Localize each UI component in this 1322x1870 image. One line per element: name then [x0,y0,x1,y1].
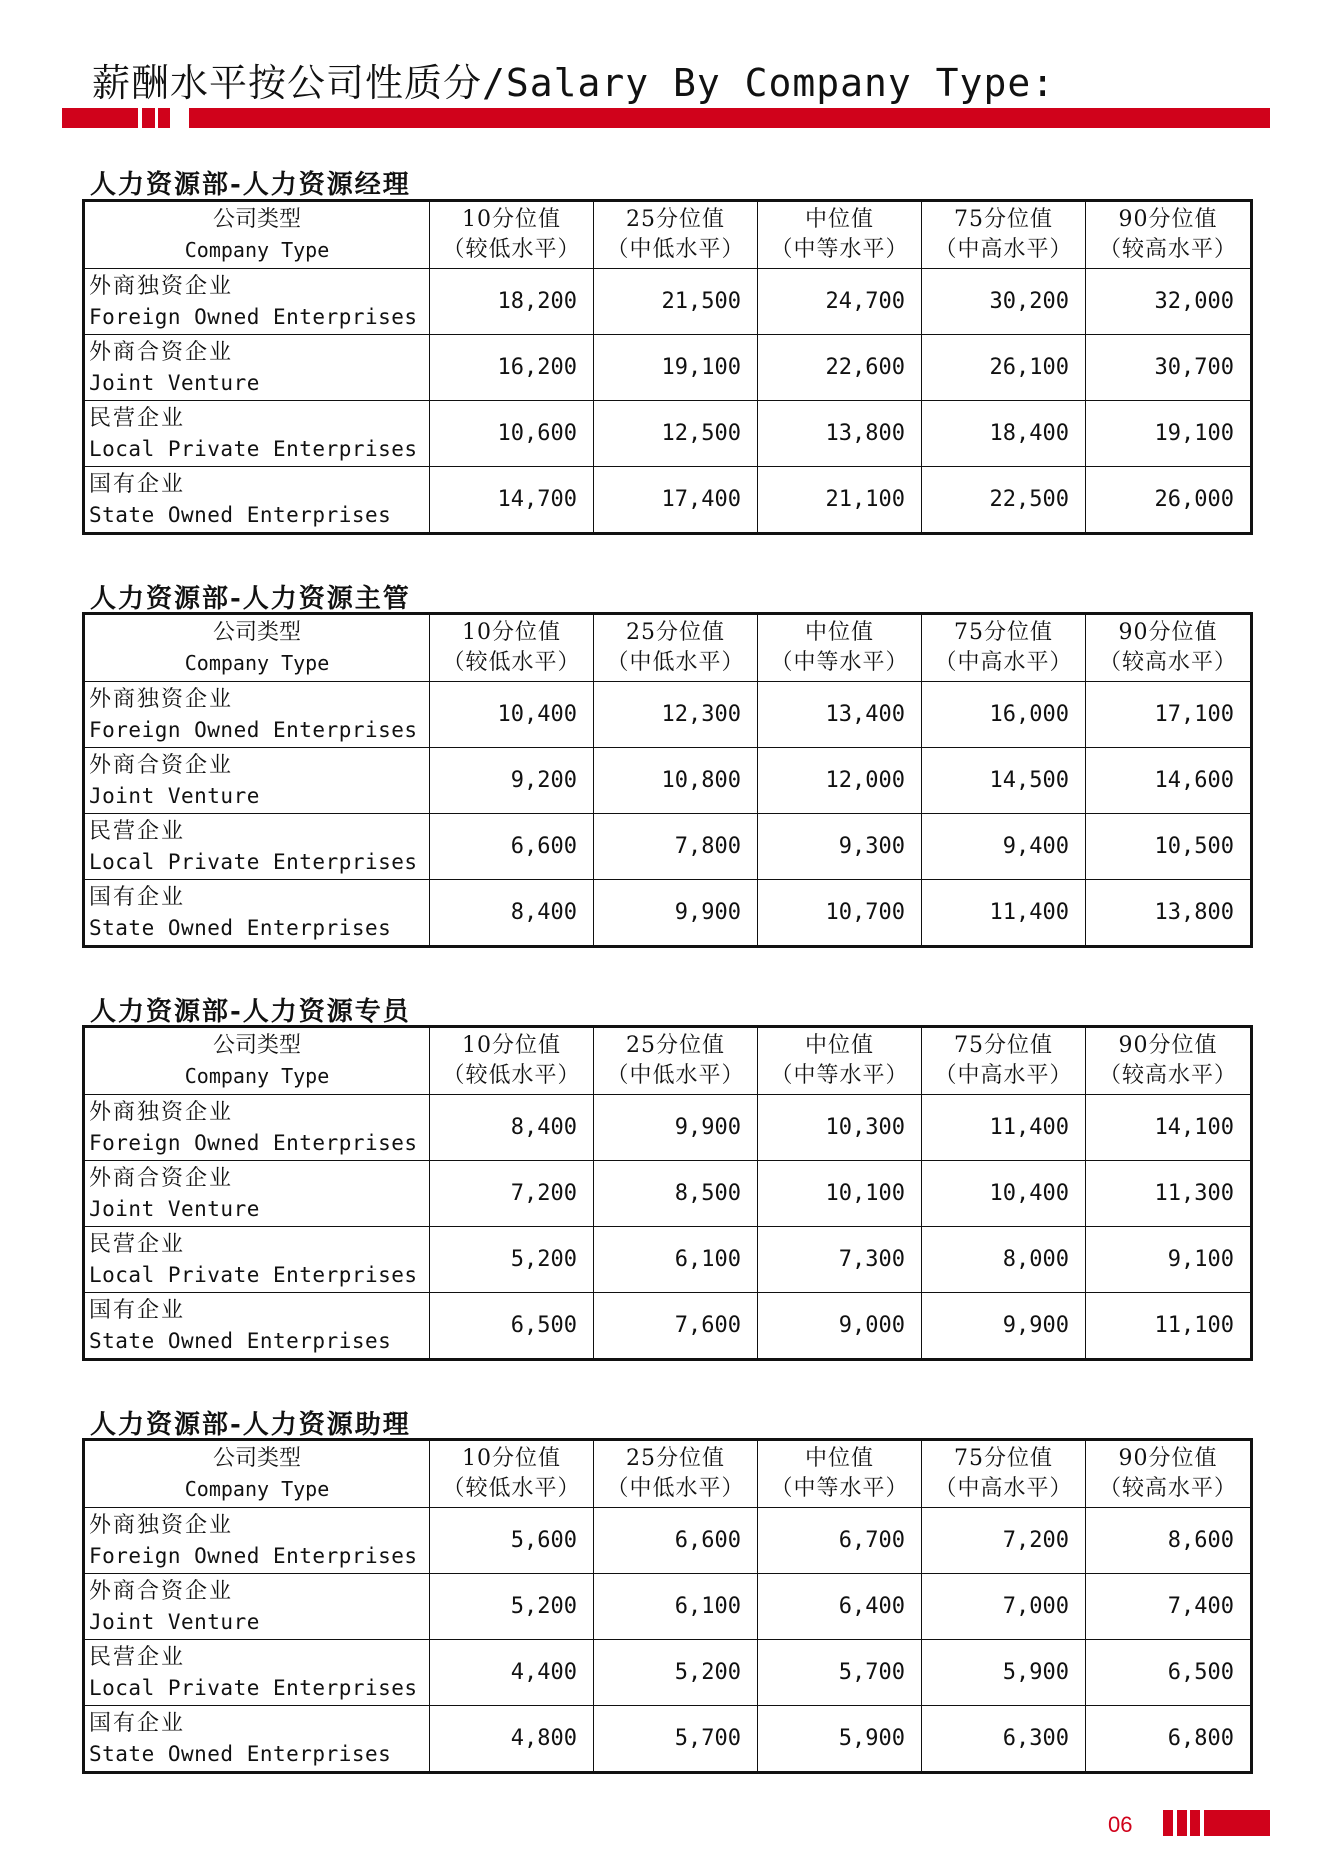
company-type-cell [84,467,430,534]
section-title: 人力资源部-人力资源专员 [90,997,411,1027]
salary-value-cell: 5,900 [922,1640,1086,1706]
salary-value-cell: 7,600 [594,1293,758,1360]
header-percentile-label: 75分位值 [954,620,1053,645]
salary-value-cell: 10,700 [758,880,922,947]
header-type-zh: 公司类型 [212,620,301,645]
company-type-cell [84,1574,430,1640]
header-percentile-label: 90分位值 [1118,207,1218,232]
salary-value-cell: 22,500 [922,467,1086,534]
header-level-label: （中低水平） [606,650,745,675]
salary-value-cell: 10,300 [758,1095,922,1161]
salary-value-cell: 12,300 [594,682,758,748]
salary-value-cell: 13,400 [758,682,922,748]
page-title: 薪酬水平按公司性质分/Salary By Company Type: [92,61,1056,105]
salary-value-cell: 13,800 [1086,880,1252,947]
table-row [84,682,1252,748]
company-type-cell [84,1095,430,1161]
company-type-cell [84,748,430,814]
salary-value-cell: 14,600 [1086,748,1252,814]
salary-value-cell: 4,800 [430,1706,594,1773]
company-type-en: Foreign Owned Enterprises [89,1130,418,1155]
salary-value-cell: 14,700 [430,467,594,534]
company-type-en: Joint Venture [89,1609,260,1634]
header-percentile [430,1027,594,1095]
table-row [84,1095,1252,1161]
company-type-zh: 外商合资企业 [89,339,234,365]
company-type-zh: 民营企业 [89,1644,186,1670]
company-type-zh: 国有企业 [89,471,186,497]
company-type-en: Foreign Owned Enterprises [89,304,418,329]
salary-value-cell: 7,200 [430,1161,594,1227]
salary-value-cell: 30,700 [1086,335,1252,401]
salary-table [82,199,1253,535]
footer-bar-segment [1163,1810,1173,1836]
company-type-cell [84,682,430,748]
salary-value-cell: 6,300 [922,1706,1086,1773]
salary-value-cell: 11,400 [922,880,1086,947]
header-level-label: （中高水平） [934,1063,1073,1088]
salary-value-cell: 24,700 [758,269,922,335]
salary-value-cell: 14,500 [922,748,1086,814]
header-type-en: Company Type [184,1477,330,1501]
company-type-cell [84,1293,430,1360]
header-percentile [594,614,758,682]
salary-value-cell: 9,200 [430,748,594,814]
salary-value-cell: 6,600 [594,1508,758,1574]
salary-value-cell: 8,400 [430,1095,594,1161]
header-percentile [430,201,594,269]
header-level-label: （中等水平） [770,1476,909,1501]
company-type-en: Joint Venture [89,1196,260,1221]
company-type-en: Local Private Enterprises [89,1675,418,1700]
table-row [84,814,1252,880]
salary-value-cell: 4,400 [430,1640,594,1706]
header-percentile-label: 10分位值 [462,1446,561,1471]
header-type-zh: 公司类型 [212,1033,301,1058]
table-row [84,880,1252,947]
header-percentile-label: 75分位值 [954,207,1053,232]
company-type-en: State Owned Enterprises [89,1328,392,1353]
salary-value-cell: 7,300 [758,1227,922,1293]
header-company-type [84,201,430,269]
salary-value-cell: 6,100 [594,1574,758,1640]
company-type-cell [84,335,430,401]
company-type-zh: 民营企业 [89,1231,186,1257]
header-percentile [758,201,922,269]
company-type-en: State Owned Enterprises [89,915,392,940]
header-level-label: （中等水平） [770,237,909,262]
salary-value-cell: 17,100 [1086,682,1252,748]
salary-table [82,1438,1253,1774]
salary-value-cell: 22,600 [758,335,922,401]
company-type-cell [84,1161,430,1227]
company-type-zh: 国有企业 [89,1297,186,1323]
company-type-zh: 外商合资企业 [89,1165,234,1191]
company-type-zh: 外商独资企业 [89,273,234,299]
salary-value-cell: 8,000 [922,1227,1086,1293]
header-level-label: （较高水平） [1098,1063,1237,1088]
header-type-en: Company Type [184,238,330,262]
header-percentile [1086,1027,1252,1095]
salary-value-cell: 6,600 [430,814,594,880]
salary-value-cell: 14,100 [1086,1095,1252,1161]
company-type-zh: 外商独资企业 [89,686,234,712]
table-row [84,335,1252,401]
header-company-type [84,1027,430,1095]
company-type-zh: 民营企业 [89,405,186,431]
header-percentile-label: 中位值 [804,620,874,645]
header-percentile-label: 75分位值 [954,1033,1053,1058]
salary-value-cell: 5,900 [758,1706,922,1773]
table-row [84,1508,1252,1574]
header-bar-segment [142,108,155,128]
table-row [84,748,1252,814]
salary-value-cell: 7,000 [922,1574,1086,1640]
header-level-label: （中低水平） [606,237,745,262]
table-row [84,1293,1252,1360]
salary-value-cell: 5,700 [594,1706,758,1773]
company-type-en: Local Private Enterprises [89,849,418,874]
header-percentile [1086,614,1252,682]
header-percentile-label: 25分位值 [626,1446,725,1471]
salary-value-cell: 9,900 [594,1095,758,1161]
salary-value-cell: 10,400 [922,1161,1086,1227]
salary-value-cell: 8,500 [594,1161,758,1227]
header-percentile [922,1440,1086,1508]
company-type-en: State Owned Enterprises [89,502,392,527]
table-header-row [84,201,1252,269]
header-type-en: Company Type [184,1064,330,1088]
header-percentile-label: 90分位值 [1118,620,1218,645]
header-level-label: （较低水平） [442,1063,581,1088]
salary-value-cell: 16,200 [430,335,594,401]
salary-value-cell: 10,500 [1086,814,1252,880]
salary-value-cell: 6,500 [430,1293,594,1360]
header-percentile [594,201,758,269]
company-type-en: Foreign Owned Enterprises [89,717,418,742]
header-percentile-label: 中位值 [804,207,874,232]
salary-value-cell: 11,100 [1086,1293,1252,1360]
header-percentile [758,1027,922,1095]
salary-value-cell: 9,300 [758,814,922,880]
header-percentile [594,1440,758,1508]
salary-value-cell: 11,400 [922,1095,1086,1161]
header-percentile [758,1440,922,1508]
salary-value-cell: 26,000 [1086,467,1252,534]
salary-value-cell: 5,200 [430,1227,594,1293]
table-row [84,269,1252,335]
header-percentile-label: 10分位值 [462,207,561,232]
salary-value-cell: 19,100 [1086,401,1252,467]
salary-value-cell: 9,000 [758,1293,922,1360]
section-title: 人力资源部-人力资源主管 [90,584,411,614]
company-type-cell [84,814,430,880]
company-type-en: Joint Venture [89,370,260,395]
header-percentile-label: 25分位值 [626,207,725,232]
company-type-zh: 外商独资企业 [89,1512,234,1538]
header-level-label: （中等水平） [770,1063,909,1088]
salary-value-cell: 9,100 [1086,1227,1252,1293]
salary-value-cell: 7,200 [922,1508,1086,1574]
header-company-type [84,1440,430,1508]
table-header-row [84,1027,1252,1095]
company-type-en: Joint Venture [89,783,260,808]
header-percentile-label: 中位值 [804,1033,874,1058]
salary-value-cell: 30,200 [922,269,1086,335]
salary-value-cell: 18,400 [922,401,1086,467]
header-percentile-label: 90分位值 [1118,1446,1218,1471]
salary-value-cell: 8,600 [1086,1508,1252,1574]
page-number: 06 [1108,1812,1133,1837]
header-level-label: （中低水平） [606,1063,745,1088]
salary-value-cell: 7,800 [594,814,758,880]
header-percentile [922,201,1086,269]
header-percentile-label: 10分位值 [462,1033,561,1058]
salary-value-cell: 6,700 [758,1508,922,1574]
header-percentile [922,1027,1086,1095]
section-title: 人力资源部-人力资源经理 [90,170,411,200]
company-type-cell [84,1227,430,1293]
table-row [84,1706,1252,1773]
company-type-cell [84,401,430,467]
company-type-zh: 外商合资企业 [89,1578,234,1604]
salary-value-cell: 18,200 [430,269,594,335]
salary-value-cell: 6,100 [594,1227,758,1293]
header-level-label: （中高水平） [934,1476,1073,1501]
header-type-en: Company Type [184,651,330,675]
header-percentile [594,1027,758,1095]
salary-value-cell: 7,400 [1086,1574,1252,1640]
salary-value-cell: 5,200 [594,1640,758,1706]
company-type-zh: 民营企业 [89,818,186,844]
header-company-type [84,614,430,682]
company-type-zh: 国有企业 [89,1710,186,1736]
salary-value-cell: 10,400 [430,682,594,748]
header-percentile [758,614,922,682]
salary-value-cell: 6,400 [758,1574,922,1640]
company-type-en: Foreign Owned Enterprises [89,1543,418,1568]
salary-value-cell: 17,400 [594,467,758,534]
table-row [84,401,1252,467]
header-level-label: （中高水平） [934,650,1073,675]
salary-value-cell: 5,600 [430,1508,594,1574]
salary-value-cell: 10,600 [430,401,594,467]
header-percentile-label: 10分位值 [462,620,561,645]
table-row [84,467,1252,534]
salary-value-cell: 5,700 [758,1640,922,1706]
table-row [84,1574,1252,1640]
table-row [84,1161,1252,1227]
header-level-label: （较低水平） [442,237,581,262]
company-type-zh: 外商合资企业 [89,752,234,778]
table-row [84,1227,1252,1293]
company-type-zh: 国有企业 [89,884,186,910]
company-type-en: State Owned Enterprises [89,1741,392,1766]
header-bar-segment [158,108,170,128]
header-level-label: （中等水平） [770,650,909,675]
salary-value-cell: 6,500 [1086,1640,1252,1706]
header-percentile [1086,1440,1252,1508]
header-percentile-label: 75分位值 [954,1446,1053,1471]
header-percentile-label: 90分位值 [1118,1033,1218,1058]
salary-value-cell: 9,900 [922,1293,1086,1360]
header-level-label: （较低水平） [442,1476,581,1501]
company-type-en: Local Private Enterprises [89,1262,418,1287]
table-header-row [84,614,1252,682]
salary-value-cell: 9,900 [594,880,758,947]
header-bar-segment [189,108,1270,128]
salary-value-cell: 13,800 [758,401,922,467]
header-percentile-label: 中位值 [804,1446,874,1471]
company-type-cell [84,880,430,947]
table-row [84,1640,1252,1706]
header-level-label: （中低水平） [606,1476,745,1501]
header-level-label: （较高水平） [1098,237,1237,262]
salary-value-cell: 6,800 [1086,1706,1252,1773]
header-percentile [430,614,594,682]
salary-value-cell: 5,200 [430,1574,594,1640]
section-title: 人力资源部-人力资源助理 [90,1410,411,1440]
header-level-label: （较低水平） [442,650,581,675]
footer-bar-segment [1204,1810,1270,1836]
company-type-zh: 外商独资企业 [89,1099,234,1125]
header-level-label: （较高水平） [1098,650,1237,675]
table-header-row [84,1440,1252,1508]
salary-value-cell: 21,500 [594,269,758,335]
salary-value-cell: 8,400 [430,880,594,947]
company-type-en: Local Private Enterprises [89,436,418,461]
salary-value-cell: 11,300 [1086,1161,1252,1227]
company-type-cell [84,1706,430,1773]
header-type-zh: 公司类型 [212,1446,301,1471]
salary-value-cell: 32,000 [1086,269,1252,335]
salary-table [82,1025,1253,1361]
header-bar-segment [62,108,138,128]
salary-value-cell: 19,100 [594,335,758,401]
header-percentile [922,614,1086,682]
footer-bar-segment [1177,1810,1187,1836]
header-percentile-label: 25分位值 [626,620,725,645]
footer-bar-segment [1190,1810,1200,1836]
salary-value-cell: 26,100 [922,335,1086,401]
salary-value-cell: 12,000 [758,748,922,814]
header-level-label: （较高水平） [1098,1476,1237,1501]
header-percentile [1086,201,1252,269]
company-type-cell [84,1508,430,1574]
salary-value-cell: 12,500 [594,401,758,467]
company-type-cell [84,1640,430,1706]
salary-value-cell: 10,100 [758,1161,922,1227]
salary-value-cell: 9,400 [922,814,1086,880]
header-type-zh: 公司类型 [212,207,301,232]
salary-value-cell: 16,000 [922,682,1086,748]
header-level-label: （中高水平） [934,237,1073,262]
header-percentile-label: 25分位值 [626,1033,725,1058]
company-type-cell [84,269,430,335]
salary-table [82,612,1253,948]
header-percentile [430,1440,594,1508]
salary-value-cell: 21,100 [758,467,922,534]
salary-value-cell: 10,800 [594,748,758,814]
